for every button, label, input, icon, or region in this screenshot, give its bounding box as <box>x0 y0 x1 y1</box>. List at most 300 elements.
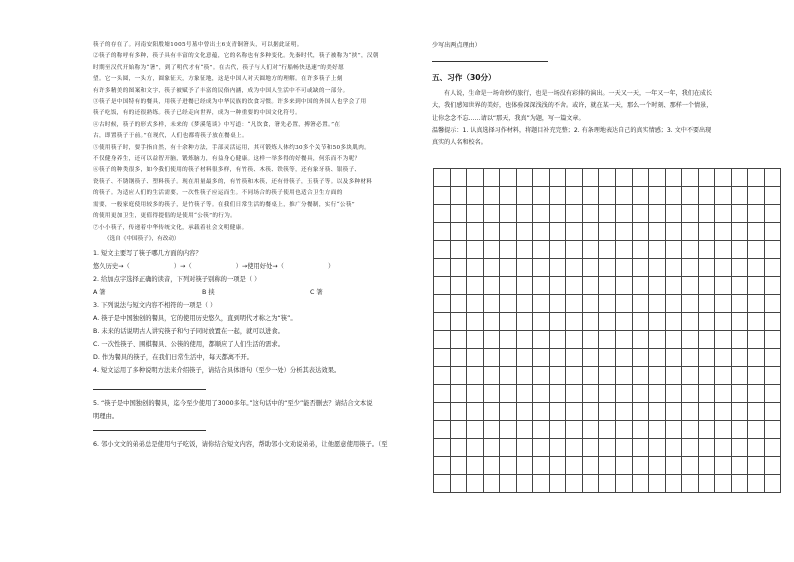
grid-cell[interactable] <box>566 457 583 475</box>
grid-cell[interactable] <box>715 421 732 439</box>
grid-cell[interactable] <box>566 367 583 385</box>
grid-cell[interactable] <box>633 295 650 313</box>
grid-cell[interactable] <box>434 367 451 385</box>
grid-cell[interactable] <box>715 205 732 223</box>
grid-cell[interactable] <box>699 439 716 457</box>
grid-cell[interactable] <box>517 457 534 475</box>
grid-cell[interactable] <box>682 367 699 385</box>
grid-cell[interactable] <box>484 241 501 259</box>
grid-cell[interactable] <box>699 277 716 295</box>
grid-cell[interactable] <box>467 385 484 403</box>
grid-cell[interactable] <box>616 205 633 223</box>
grid-cell[interactable] <box>616 385 633 403</box>
grid-cell[interactable] <box>566 349 583 367</box>
grid-cell[interactable] <box>633 403 650 421</box>
grid-cell[interactable] <box>517 349 534 367</box>
grid-cell[interactable] <box>616 313 633 331</box>
grid-cell[interactable] <box>500 223 517 241</box>
grid-cell[interactable] <box>467 169 484 187</box>
grid-cell[interactable] <box>533 367 550 385</box>
grid-cell[interactable] <box>666 367 683 385</box>
grid-cell[interactable] <box>599 367 616 385</box>
grid-cell[interactable] <box>666 187 683 205</box>
grid-cell[interactable] <box>666 439 683 457</box>
grid-cell[interactable] <box>699 169 716 187</box>
grid-cell[interactable] <box>467 421 484 439</box>
grid-cell[interactable] <box>500 259 517 277</box>
grid-cell[interactable] <box>732 187 749 205</box>
grid-cell[interactable] <box>732 259 749 277</box>
grid-cell[interactable] <box>748 187 765 205</box>
grid-cell[interactable] <box>633 169 650 187</box>
grid-cell[interactable] <box>550 475 567 493</box>
grid-cell[interactable] <box>583 385 600 403</box>
grid-cell[interactable] <box>649 313 666 331</box>
grid-cell[interactable] <box>715 457 732 475</box>
grid-cell[interactable] <box>599 187 616 205</box>
grid-cell[interactable] <box>599 475 616 493</box>
grid-cell[interactable] <box>682 187 699 205</box>
grid-cell[interactable] <box>633 313 650 331</box>
grid-cell[interactable] <box>699 403 716 421</box>
grid-cell[interactable] <box>517 295 534 313</box>
grid-cell[interactable] <box>434 349 451 367</box>
grid-cell[interactable] <box>517 403 534 421</box>
grid-cell[interactable] <box>666 475 683 493</box>
grid-cell[interactable] <box>566 475 583 493</box>
grid-cell[interactable] <box>484 457 501 475</box>
grid-cell[interactable] <box>451 205 468 223</box>
grid-cell[interactable] <box>500 457 517 475</box>
grid-cell[interactable] <box>566 439 583 457</box>
grid-cell[interactable] <box>633 187 650 205</box>
grid-cell[interactable] <box>732 421 749 439</box>
grid-cell[interactable] <box>550 205 567 223</box>
grid-cell[interactable] <box>732 205 749 223</box>
grid-cell[interactable] <box>550 349 567 367</box>
grid-cell[interactable] <box>550 403 567 421</box>
grid-cell[interactable] <box>517 475 534 493</box>
grid-cell[interactable] <box>566 313 583 331</box>
grid-cell[interactable] <box>533 403 550 421</box>
grid-cell[interactable] <box>484 367 501 385</box>
grid-cell[interactable] <box>748 421 765 439</box>
grid-cell[interactable] <box>517 169 534 187</box>
grid-cell[interactable] <box>500 349 517 367</box>
grid-cell[interactable] <box>699 259 716 277</box>
grid-cell[interactable] <box>633 277 650 295</box>
grid-cell[interactable] <box>633 475 650 493</box>
grid-cell[interactable] <box>484 331 501 349</box>
grid-cell[interactable] <box>467 475 484 493</box>
grid-cell[interactable] <box>434 403 451 421</box>
grid-cell[interactable] <box>616 403 633 421</box>
grid-cell[interactable] <box>434 277 451 295</box>
grid-cell[interactable] <box>533 223 550 241</box>
grid-cell[interactable] <box>550 187 567 205</box>
grid-cell[interactable] <box>467 367 484 385</box>
grid-cell[interactable] <box>682 277 699 295</box>
grid-cell[interactable] <box>616 475 633 493</box>
grid-cell[interactable] <box>467 313 484 331</box>
grid-cell[interactable] <box>666 169 683 187</box>
grid-cell[interactable] <box>451 277 468 295</box>
grid-cell[interactable] <box>732 277 749 295</box>
grid-cell[interactable] <box>699 313 716 331</box>
grid-cell[interactable] <box>715 439 732 457</box>
grid-cell[interactable] <box>451 331 468 349</box>
grid-cell[interactable] <box>434 205 451 223</box>
grid-cell[interactable] <box>533 331 550 349</box>
grid-cell[interactable] <box>666 385 683 403</box>
grid-cell[interactable] <box>682 295 699 313</box>
grid-cell[interactable] <box>533 475 550 493</box>
grid-cell[interactable] <box>599 241 616 259</box>
grid-cell[interactable] <box>748 295 765 313</box>
grid-cell[interactable] <box>649 349 666 367</box>
grid-cell[interactable] <box>748 223 765 241</box>
grid-cell[interactable] <box>616 241 633 259</box>
grid-cell[interactable] <box>484 187 501 205</box>
grid-cell[interactable] <box>633 241 650 259</box>
grid-cell[interactable] <box>699 187 716 205</box>
grid-cell[interactable] <box>616 187 633 205</box>
grid-cell[interactable] <box>765 385 782 403</box>
grid-cell[interactable] <box>434 421 451 439</box>
grid-cell[interactable] <box>566 403 583 421</box>
grid-cell[interactable] <box>599 403 616 421</box>
grid-cell[interactable] <box>434 223 451 241</box>
grid-cell[interactable] <box>517 223 534 241</box>
grid-cell[interactable] <box>484 295 501 313</box>
grid-cell[interactable] <box>500 277 517 295</box>
grid-cell[interactable] <box>467 259 484 277</box>
grid-cell[interactable] <box>715 313 732 331</box>
grid-cell[interactable] <box>517 205 534 223</box>
grid-cell[interactable] <box>451 367 468 385</box>
grid-cell[interactable] <box>765 277 782 295</box>
grid-cell[interactable] <box>616 223 633 241</box>
grid-cell[interactable] <box>699 457 716 475</box>
grid-cell[interactable] <box>451 457 468 475</box>
grid-cell[interactable] <box>583 295 600 313</box>
grid-cell[interactable] <box>517 367 534 385</box>
grid-cell[interactable] <box>583 331 600 349</box>
grid-cell[interactable] <box>500 205 517 223</box>
grid-cell[interactable] <box>699 331 716 349</box>
grid-cell[interactable] <box>649 241 666 259</box>
grid-cell[interactable] <box>451 223 468 241</box>
grid-cell[interactable] <box>500 385 517 403</box>
grid-cell[interactable] <box>550 223 567 241</box>
grid-cell[interactable] <box>649 277 666 295</box>
grid-cell[interactable] <box>633 205 650 223</box>
grid-cell[interactable] <box>682 349 699 367</box>
grid-cell[interactable] <box>517 331 534 349</box>
grid-cell[interactable] <box>484 313 501 331</box>
grid-cell[interactable] <box>583 277 600 295</box>
grid-cell[interactable] <box>682 241 699 259</box>
grid-cell[interactable] <box>599 313 616 331</box>
grid-cell[interactable] <box>550 439 567 457</box>
grid-cell[interactable] <box>748 259 765 277</box>
grid-cell[interactable] <box>748 205 765 223</box>
grid-cell[interactable] <box>467 277 484 295</box>
grid-cell[interactable] <box>616 367 633 385</box>
grid-cell[interactable] <box>467 349 484 367</box>
grid-cell[interactable] <box>484 169 501 187</box>
grid-cell[interactable] <box>484 277 501 295</box>
grid-cell[interactable] <box>500 187 517 205</box>
grid-cell[interactable] <box>467 439 484 457</box>
grid-cell[interactable] <box>666 421 683 439</box>
grid-cell[interactable] <box>699 223 716 241</box>
grid-cell[interactable] <box>467 241 484 259</box>
grid-cell[interactable] <box>732 385 749 403</box>
grid-cell[interactable] <box>666 313 683 331</box>
grid-cell[interactable] <box>682 439 699 457</box>
grid-cell[interactable] <box>583 259 600 277</box>
grid-cell[interactable] <box>633 349 650 367</box>
grid-cell[interactable] <box>484 475 501 493</box>
writing-grid[interactable] <box>433 168 781 493</box>
grid-cell[interactable] <box>765 457 782 475</box>
grid-cell[interactable] <box>550 313 567 331</box>
grid-cell[interactable] <box>566 295 583 313</box>
grid-cell[interactable] <box>467 457 484 475</box>
grid-cell[interactable] <box>484 421 501 439</box>
grid-cell[interactable] <box>434 313 451 331</box>
grid-cell[interactable] <box>434 439 451 457</box>
grid-cell[interactable] <box>517 241 534 259</box>
grid-cell[interactable] <box>434 475 451 493</box>
grid-cell[interactable] <box>666 349 683 367</box>
grid-cell[interactable] <box>434 259 451 277</box>
grid-cell[interactable] <box>566 187 583 205</box>
grid-cell[interactable] <box>533 277 550 295</box>
grid-cell[interactable] <box>500 295 517 313</box>
grid-cell[interactable] <box>732 475 749 493</box>
grid-cell[interactable] <box>484 223 501 241</box>
grid-cell[interactable] <box>434 241 451 259</box>
grid-cell[interactable] <box>434 457 451 475</box>
grid-cell[interactable] <box>583 367 600 385</box>
grid-cell[interactable] <box>715 259 732 277</box>
grid-cell[interactable] <box>583 475 600 493</box>
grid-cell[interactable] <box>666 331 683 349</box>
grid-cell[interactable] <box>649 457 666 475</box>
grid-cell[interactable] <box>732 331 749 349</box>
grid-cell[interactable] <box>500 439 517 457</box>
grid-cell[interactable] <box>616 421 633 439</box>
grid-cell[interactable] <box>748 439 765 457</box>
grid-cell[interactable] <box>500 421 517 439</box>
grid-cell[interactable] <box>649 475 666 493</box>
grid-cell[interactable] <box>451 475 468 493</box>
grid-cell[interactable] <box>699 475 716 493</box>
grid-cell[interactable] <box>451 385 468 403</box>
grid-cell[interactable] <box>649 295 666 313</box>
grid-cell[interactable] <box>517 439 534 457</box>
grid-cell[interactable] <box>533 169 550 187</box>
grid-cell[interactable] <box>649 259 666 277</box>
grid-cell[interactable] <box>715 331 732 349</box>
grid-cell[interactable] <box>666 205 683 223</box>
grid-cell[interactable] <box>715 385 732 403</box>
grid-cell[interactable] <box>633 223 650 241</box>
grid-cell[interactable] <box>533 241 550 259</box>
grid-cell[interactable] <box>599 421 616 439</box>
grid-cell[interactable] <box>765 349 782 367</box>
grid-cell[interactable] <box>666 241 683 259</box>
grid-cell[interactable] <box>616 349 633 367</box>
grid-cell[interactable] <box>715 295 732 313</box>
grid-cell[interactable] <box>451 439 468 457</box>
grid-cell[interactable] <box>699 241 716 259</box>
grid-cell[interactable] <box>616 457 633 475</box>
grid-cell[interactable] <box>682 457 699 475</box>
grid-cell[interactable] <box>517 259 534 277</box>
grid-cell[interactable] <box>732 367 749 385</box>
grid-cell[interactable] <box>566 223 583 241</box>
grid-cell[interactable] <box>633 367 650 385</box>
grid-cell[interactable] <box>484 259 501 277</box>
grid-cell[interactable] <box>682 259 699 277</box>
grid-cell[interactable] <box>467 223 484 241</box>
grid-cell[interactable] <box>434 331 451 349</box>
grid-cell[interactable] <box>583 421 600 439</box>
grid-cell[interactable] <box>599 205 616 223</box>
grid-cell[interactable] <box>500 475 517 493</box>
grid-cell[interactable] <box>599 349 616 367</box>
grid-cell[interactable] <box>484 403 501 421</box>
grid-cell[interactable] <box>517 313 534 331</box>
grid-cell[interactable] <box>517 385 534 403</box>
grid-cell[interactable] <box>616 331 633 349</box>
grid-cell[interactable] <box>748 241 765 259</box>
grid-cell[interactable] <box>732 169 749 187</box>
grid-cell[interactable] <box>451 421 468 439</box>
grid-cell[interactable] <box>550 421 567 439</box>
grid-cell[interactable] <box>451 241 468 259</box>
grid-cell[interactable] <box>434 295 451 313</box>
grid-cell[interactable] <box>467 331 484 349</box>
grid-cell[interactable] <box>484 439 501 457</box>
grid-cell[interactable] <box>451 169 468 187</box>
grid-cell[interactable] <box>533 385 550 403</box>
grid-cell[interactable] <box>566 259 583 277</box>
grid-cell[interactable] <box>649 223 666 241</box>
grid-cell[interactable] <box>765 331 782 349</box>
grid-cell[interactable] <box>500 367 517 385</box>
grid-cell[interactable] <box>748 457 765 475</box>
grid-cell[interactable] <box>748 403 765 421</box>
grid-cell[interactable] <box>616 169 633 187</box>
grid-cell[interactable] <box>715 169 732 187</box>
grid-cell[interactable] <box>633 259 650 277</box>
grid-cell[interactable] <box>732 313 749 331</box>
grid-cell[interactable] <box>484 385 501 403</box>
grid-cell[interactable] <box>715 475 732 493</box>
grid-cell[interactable] <box>533 187 550 205</box>
grid-cell[interactable] <box>566 205 583 223</box>
grid-cell[interactable] <box>699 349 716 367</box>
grid-cell[interactable] <box>633 331 650 349</box>
grid-cell[interactable] <box>451 259 468 277</box>
grid-cell[interactable] <box>566 241 583 259</box>
grid-cell[interactable] <box>616 295 633 313</box>
grid-cell[interactable] <box>616 259 633 277</box>
grid-cell[interactable] <box>566 277 583 295</box>
grid-cell[interactable] <box>500 331 517 349</box>
grid-cell[interactable] <box>666 403 683 421</box>
grid-cell[interactable] <box>682 169 699 187</box>
grid-cell[interactable] <box>583 403 600 421</box>
grid-cell[interactable] <box>699 367 716 385</box>
grid-cell[interactable] <box>583 457 600 475</box>
grid-cell[interactable] <box>583 223 600 241</box>
grid-cell[interactable] <box>682 421 699 439</box>
grid-cell[interactable] <box>748 277 765 295</box>
grid-cell[interactable] <box>616 277 633 295</box>
grid-cell[interactable] <box>500 403 517 421</box>
grid-cell[interactable] <box>715 223 732 241</box>
grid-cell[interactable] <box>633 457 650 475</box>
grid-cell[interactable] <box>517 187 534 205</box>
grid-cell[interactable] <box>699 205 716 223</box>
grid-cell[interactable] <box>748 313 765 331</box>
grid-cell[interactable] <box>566 421 583 439</box>
grid-cell[interactable] <box>765 223 782 241</box>
grid-cell[interactable] <box>599 385 616 403</box>
grid-cell[interactable] <box>533 457 550 475</box>
grid-cell[interactable] <box>682 313 699 331</box>
grid-cell[interactable] <box>566 385 583 403</box>
grid-cell[interactable] <box>616 439 633 457</box>
grid-cell[interactable] <box>583 169 600 187</box>
grid-cell[interactable] <box>467 295 484 313</box>
grid-cell[interactable] <box>550 169 567 187</box>
grid-cell[interactable] <box>599 223 616 241</box>
grid-cell[interactable] <box>583 313 600 331</box>
grid-cell[interactable] <box>765 367 782 385</box>
grid-cell[interactable] <box>500 313 517 331</box>
grid-cell[interactable] <box>649 331 666 349</box>
grid-cell[interactable] <box>666 277 683 295</box>
grid-cell[interactable] <box>550 241 567 259</box>
grid-cell[interactable] <box>517 277 534 295</box>
grid-cell[interactable] <box>715 403 732 421</box>
grid-cell[interactable] <box>484 205 501 223</box>
grid-cell[interactable] <box>748 475 765 493</box>
grid-cell[interactable] <box>533 421 550 439</box>
grid-cell[interactable] <box>666 457 683 475</box>
grid-cell[interactable] <box>715 277 732 295</box>
grid-cell[interactable] <box>765 187 782 205</box>
grid-cell[interactable] <box>550 295 567 313</box>
grid-cell[interactable] <box>732 349 749 367</box>
grid-cell[interactable] <box>451 313 468 331</box>
grid-cell[interactable] <box>467 205 484 223</box>
grid-cell[interactable] <box>533 439 550 457</box>
grid-cell[interactable] <box>732 223 749 241</box>
grid-cell[interactable] <box>649 439 666 457</box>
grid-cell[interactable] <box>500 241 517 259</box>
grid-cell[interactable] <box>649 187 666 205</box>
grid-cell[interactable] <box>765 259 782 277</box>
grid-cell[interactable] <box>732 241 749 259</box>
grid-cell[interactable] <box>550 367 567 385</box>
